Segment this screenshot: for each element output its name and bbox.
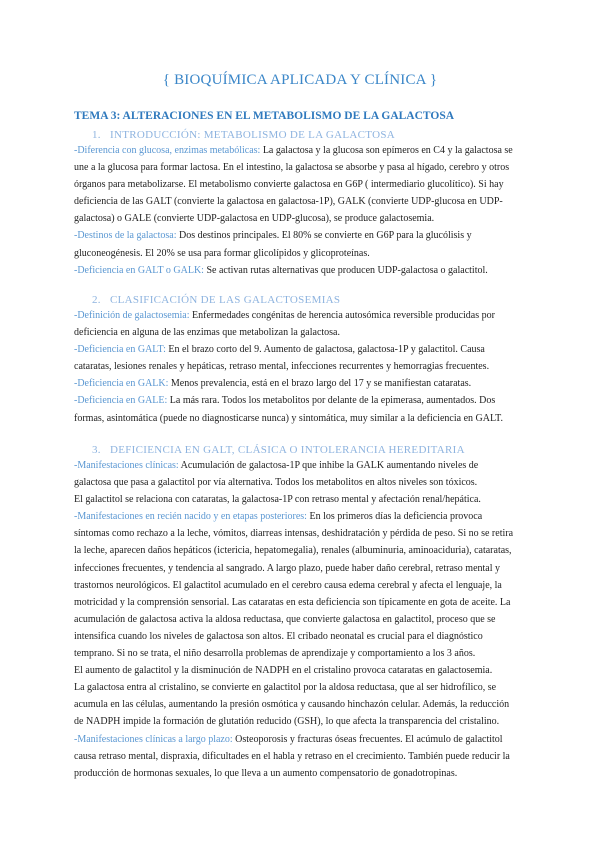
- paragraph: El aumento de galactitol y la disminución de NADPH en el cristalino provoca cataratas en galactosemia.: [74, 665, 493, 677]
- section-1: [74, 129, 514, 279]
- section-3: [74, 444, 514, 782]
- section-heading: 2. CLASIFICACIÓN DE LAS GALACTOSEMIAS: [92, 294, 341, 306]
- paragraph: -Deficiencia en GALK: Menos prevalencia, está en el brazo largo del 17 y se manifiestan cataratas.: [74, 378, 472, 390]
- paragraph: -Deficiencia en GALE: La más rara. Todos los metabolitos por delante de la epimerasa, aumentados. Dos formas, asintomática (puede no diagnosticarse nunca) y sintomática, muy similar a la deficiencia en GALT.: [74, 395, 504, 424]
- paragraph: -Diferencia con glucosa, enzimas metabólicas: La galactosa y la glucosa son epímeros en C4 y la galactosa se une a la glucosa para formar lactosa. En el intestino, la galactosa se absorbe y pasa al hígado, cerebro y otros órganos para metabolizarse. El metabolismo convierte galactosa en G6P ( intermediario glucolítico). Si hay deficiencia de las GALT (convierte la galactosa en galactosa-1P), GALK (convierte UDP-glucosa en UDP-galactosa) o GALE (convierte UDP-galactosa en UDP-glucosa), se produce galactosemia.: [74, 145, 513, 225]
- paragraph: -Deficiencia en GALT o GALK: Se activan rutas alternativas que producen UDP-galactosa o galactitol.: [74, 264, 488, 276]
- paragraph: -Deficiencia en GALT: En el brazo corto del 9. Aumento de galactosa, galactosa-1P y galactitol. Causa cataratas, lesiones renales y hepáticas, retraso mental, infecciones recurrentes y hemorragias frecuentes.: [74, 344, 490, 373]
- paragraph: La galactosa entra al cristalino, se convierte en galactitol por la aldosa reductasa, que al ser hidrofílico, se acumula en las células, aumentando la presión osmótica y causando hinchazón celular. Además, la reducción de NADPH impide la formación de glutatión reducido (GSH), lo que afecta la transparencia del cristalino.: [74, 682, 510, 728]
- section-2: [74, 294, 514, 427]
- paragraph: -Manifestaciones clínicas a largo plazo: Osteoporosis y fracturas óseas frecuentes. El acúmulo de galactitol causa retraso mental, dispraxia, dificultades en el habla y retraso en el crecimiento. También puede reducir la producción de hormonas sexuales, lo que lleva a un aumento compensatorio de gonadotropinas.: [74, 733, 510, 779]
- topic-title: TEMA 3: ALTERACIONES EN EL METABOLISMO DE LA GALACTOSA: [74, 110, 455, 122]
- section-heading: 1. INTRODUCCIÓN: METABOLISMO DE LA GALACTOSA: [92, 129, 395, 141]
- section-heading: 3. DEFICIENCIA EN GALT, CLÁSICA O INTOLERANCIA HEREDITARIA: [92, 444, 465, 456]
- paragraph: -Manifestaciones en recién nacido y en etapas posteriores: En los primeros días la deficiencia provoca síntomas como rechazo a la leche, vómitos, diarreas intensas, deshidratación y pérdida de peso. Si no se retira la leche, aparecen daños hepáticos (ictericia, hepatomegalia), renales (albuminuria, aminoaciduria), cataratas, infecciones frecuentes, y tendencia al sangrado. A largo plazo, puede haber daño cerebral, retraso mental y trastornos neurológicos. El galactitol acumulado en el cerebro causa edema cerebral y afecta el lenguaje, la motricidad y la comprensión sensorial. Las cataratas en esta deficiencia son típicamente en gota de aceite. La acumulación de galactosa activa la aldosa reductasa, que convierte galactosa en galactitol, proceso que se intensifica cuando los niveles de galactosa son altos. El cribado neonatal es crucial para el diagnóstico temprano. Si no se trata, el niño desarrolla problemas de aprendizaje y comportamiento a los 3 años.: [74, 511, 514, 660]
- paragraph: -Manifestaciones clínicas: Acumulación de galactosa-1P que inhibe la GALK aumentando niveles de galactosa que pasa a galactitol por vía alternativa. Todos los metabolitos en altos niveles son tóxicos.: [74, 460, 479, 489]
- paragraph: -Destinos de la galactosa: Dos destinos principales. El 80% se convierte en G6P para la glucólisis y gluconeogénesis. El 20% se usa para formar glicolípidos y glicoproteínas.: [74, 230, 472, 259]
- paragraph: El galactitol se relaciona con cataratas, la galactosa-1P con retraso mental y afectación renal/hepática.: [74, 494, 481, 506]
- paragraph: -Definición de galactosemia: Enfermedades congénitas de herencia autosómica reversible producidas por deficiencia en alguna de las enzimas que metabolizan la galactosa.: [74, 310, 495, 339]
- course-header: { BIOQUÍMICA APLICADA Y CLÍNICA }: [162, 72, 438, 88]
